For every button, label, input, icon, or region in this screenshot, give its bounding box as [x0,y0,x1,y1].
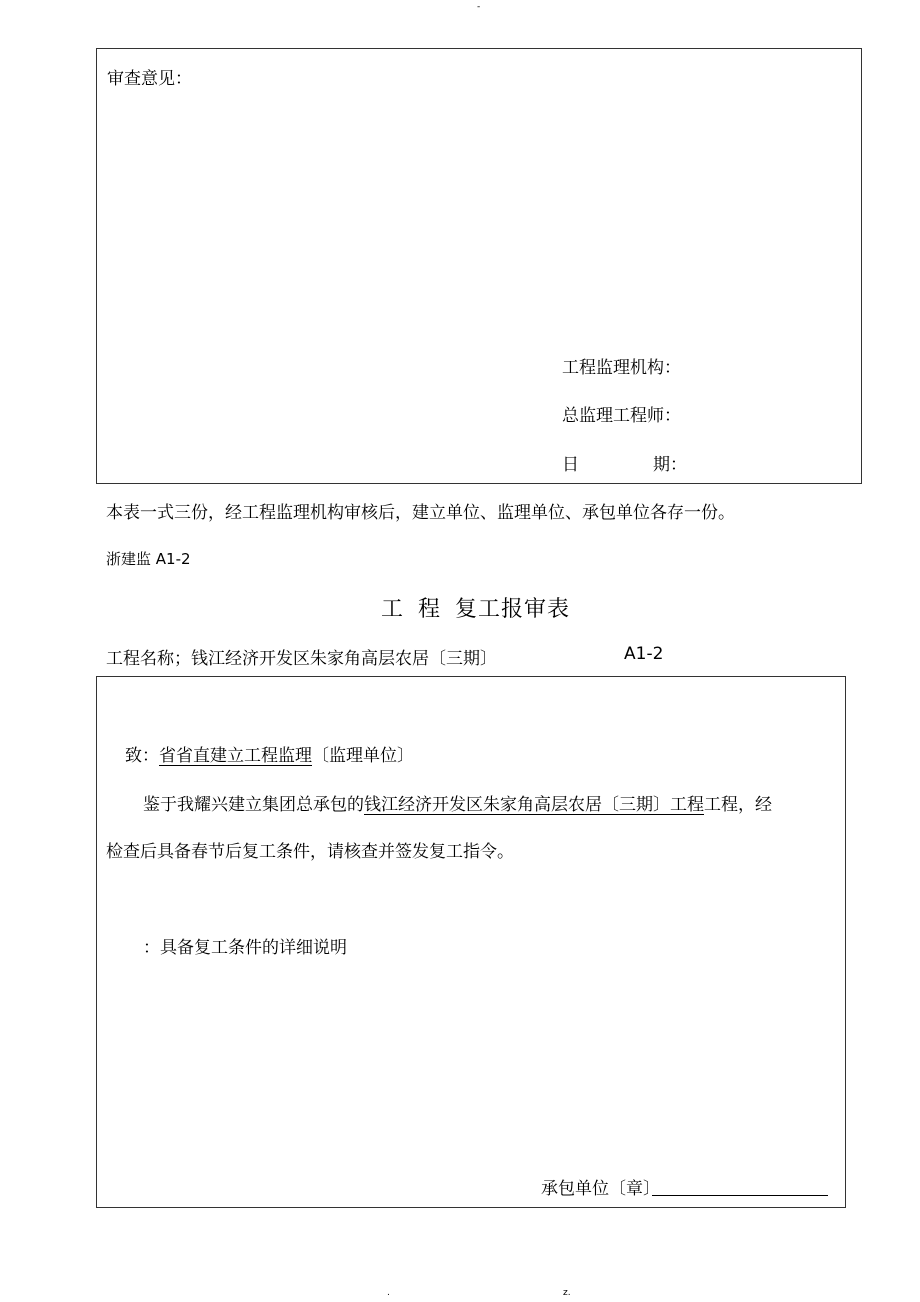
form-code: 浙建监 A1-2 [106,550,191,568]
body-project: 钱江经济开发区朱家角高层农居〔三期〕工程 [364,795,704,815]
addressee-prefix: 致： [125,746,159,766]
application-box [96,676,846,1208]
review-opinion-label: 审查意见： [107,69,192,89]
body-after: 工程，经 [704,795,772,815]
copies-note: 本表一式三份，经工程监理机构审核后，建立单位、监理单位、承包单位各存一份。 [106,503,735,523]
addressee-recipient: 省省直建立工程监理 [159,746,312,766]
contractor-signature-line[interactable] [652,1195,828,1196]
application-body-line2: 检查后具备春节后复工条件，请核查并签发复工指令。 [106,842,514,862]
application-body-line1 [143,790,772,815]
form-title-part2: 程 [418,597,442,622]
contractor-label: 承包单位〔章〕 [541,1179,660,1199]
form-title [381,592,570,623]
project-name: 工程名称；钱江经济开发区朱家角高层农居〔三期〕 [106,649,497,669]
chief-engineer-label: 总监理工程师： [562,406,681,426]
addressee-line [125,741,414,766]
footer-left-mark: . [387,1288,390,1298]
addressee-suffix: 〔监理单位〕 [312,746,414,766]
header-mark: - [477,2,481,12]
date-label-period: 期： [653,455,687,475]
review-box [96,48,862,484]
form-title-part1: 工 [381,597,405,622]
date-label-day: 日 [562,455,579,475]
body-prefix: 鉴于我耀兴建立集团总承包的 [143,795,364,815]
project-number: A1-2 [624,644,664,664]
footer-right-mark: z. [563,1288,571,1298]
attachment-note: ：具备复工条件的详细说明 [143,938,347,958]
supervision-org-label: 工程监理机构： [562,358,681,378]
form-title-part3: 复工报审表 [455,597,571,622]
